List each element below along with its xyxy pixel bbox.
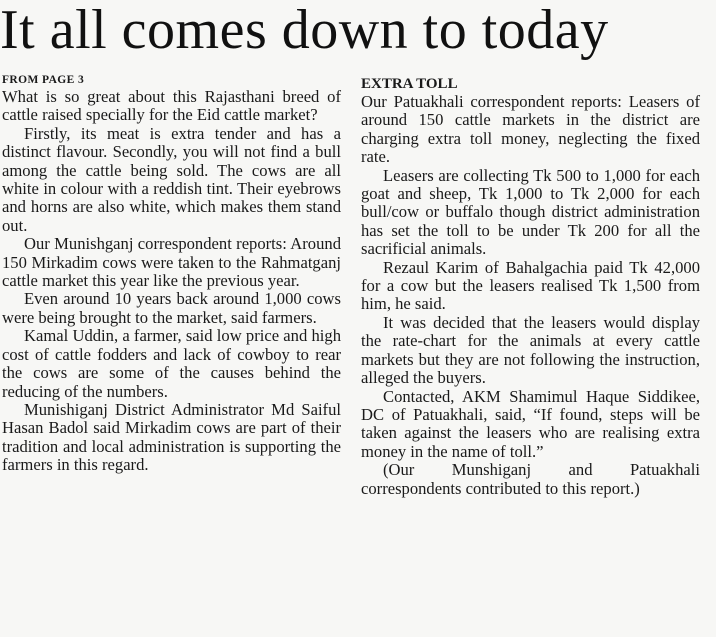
headline: It all comes down to today xyxy=(0,0,609,61)
paragraph: It was decided that the leasers would display the rate-chart for the animals at every cattle markets but they are not following the instruction, alleged the buyers. xyxy=(361,312,700,388)
section-subhead: EXTRA TOLL xyxy=(361,76,458,92)
paragraph: Firstly, its meat is extra tender and has a distinct flavour. Secondly, you will not find a bull among the cattle being sold. The cows are all white in colour with a reddish tint. Their eyebrows and horns are also white, which makes them stand out. xyxy=(2,123,341,235)
paragraph: Our Patuakhali correspondent reports: Leasers of around 150 cattle markets in the district are charging extra toll money, neglecting the fixed rate. xyxy=(361,92,700,167)
paragraph: Leasers are collecting Tk 500 to 1,000 for each goat and sheep, Tk 1,000 to Tk 2,000 for each bull/cow or buffalo though district administration has set the toll to be under Tk 200 for all the sacrificial animals. xyxy=(361,165,700,259)
continuation-kicker: FROM PAGE 3 xyxy=(2,74,85,86)
paragraph: Contacted, AKM Shamimul Haque Siddikee, DC of Patuakhali, said, “If found, steps will be taken against the leasers who are realising extra money in the name of toll.” xyxy=(361,386,700,461)
paragraph: Rezaul Karim of Bahalgachia paid Tk 42,000 for a cow but the leasers realised Tk 1,500 from him, he said. xyxy=(361,257,700,314)
article-column-left xyxy=(2,74,341,475)
paragraph: Munishiganj District Administrator Md Saiful Hasan Badol said Mirkadim cows are part of their tradition and local administration is supporting the farmers in this regard. xyxy=(2,399,341,475)
paragraph: (Our Munshiganj and Patuakhali correspondents contributed to this report.) xyxy=(361,460,700,498)
paragraph: Our Munishganj correspondent reports: Around 150 Mirkadim cows were taken to the Rahmatganj cattle market this year like the previous year. xyxy=(2,234,341,291)
paragraph: Kamal Uddin, a farmer, said low price and high cost of cattle fodders and lack of cowboy to rear the cows are some of the causes behind the reducing of the numbers. xyxy=(2,326,341,401)
paragraph: Even around 10 years back around 1,000 cows were being brought to the market, said farmers. xyxy=(2,289,341,327)
paragraph: What is so great about this Rajasthani breed of cattle raised specially for the Eid cattle market? xyxy=(2,87,341,125)
article-column-right xyxy=(361,75,700,498)
